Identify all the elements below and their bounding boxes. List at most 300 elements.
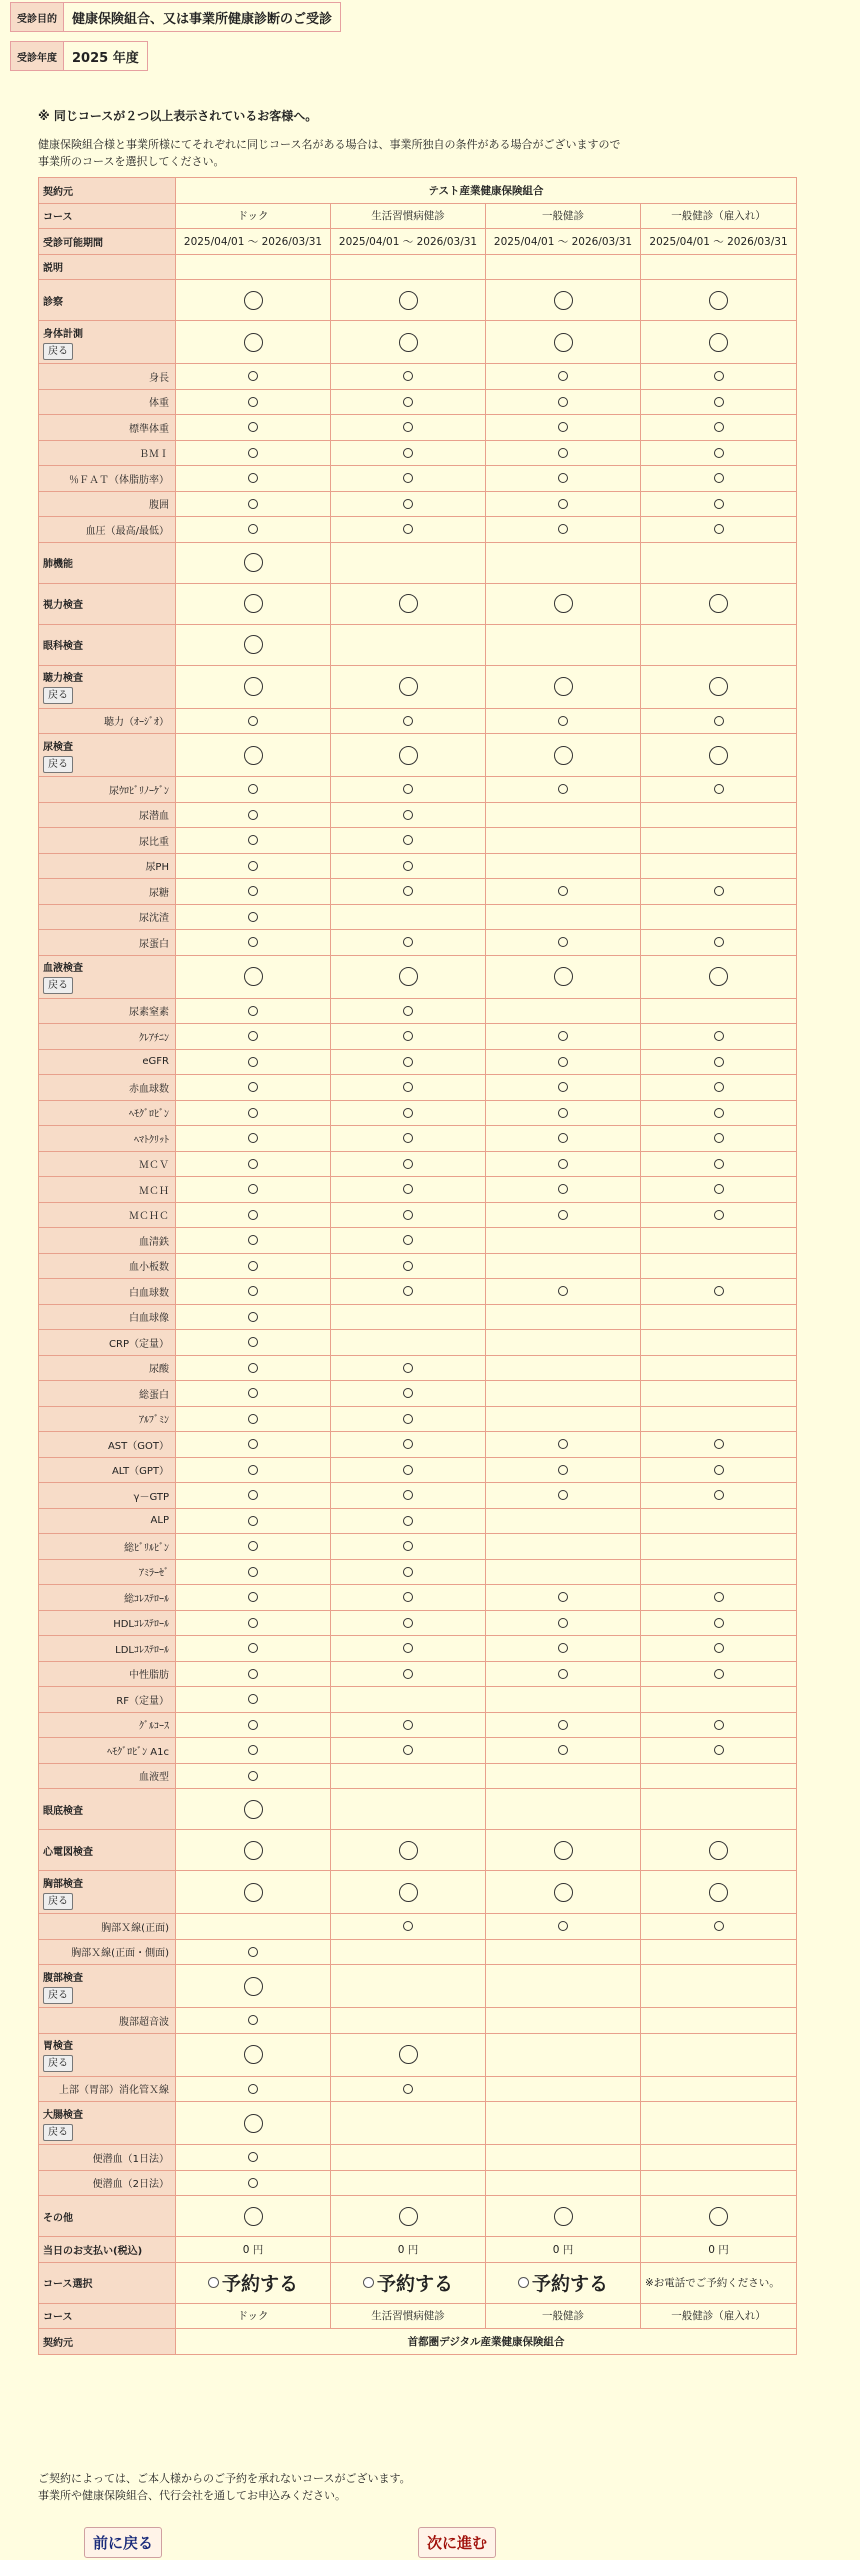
- exam-mark-cell: [176, 2076, 331, 2102]
- exam-label: 血清鉄: [139, 1236, 169, 1248]
- included-circle-icon: [244, 1883, 263, 1902]
- exam-item-row: [39, 1075, 797, 1101]
- exam-mark-cell: [486, 879, 641, 905]
- included-circle-icon: [248, 473, 258, 483]
- payment-value: 0 円: [641, 2237, 797, 2263]
- included-circle-icon: [403, 1388, 413, 1398]
- exam-mark-cell: [486, 280, 641, 321]
- included-circle-icon: [554, 594, 573, 613]
- exam-label: 総ﾋﾞﾘﾙﾋﾞﾝ: [124, 1542, 169, 1554]
- radio-icon[interactable]: [363, 2277, 374, 2288]
- exam-label-cell: [39, 1610, 176, 1636]
- exam-mark-cell: [641, 665, 797, 708]
- included-circle-icon: [248, 1337, 258, 1347]
- exam-label: 便潜血（1日法）: [92, 2153, 169, 2165]
- exam-mark-cell: [486, 665, 641, 708]
- exam-mark-cell: [486, 1830, 641, 1871]
- included-circle-icon: [558, 448, 568, 458]
- exam-mark-cell: [641, 1151, 797, 1177]
- included-circle-icon: [248, 1006, 258, 1016]
- exam-mark-cell: [486, 1939, 641, 1965]
- exam-mark-cell: [486, 2102, 641, 2145]
- included-circle-icon: [714, 1618, 724, 1628]
- exam-item-row: [39, 1585, 797, 1611]
- exam-mark-cell: [486, 2170, 641, 2196]
- exam-mark-cell: [486, 1871, 641, 1914]
- exam-mark-cell: [641, 1126, 797, 1152]
- back-button[interactable]: 戻る: [43, 343, 73, 360]
- exam-mark-cell: [641, 1100, 797, 1126]
- reserve-label: 予約する: [376, 2273, 453, 2295]
- exam-mark-cell: [641, 879, 797, 905]
- exam-group-row: [39, 280, 797, 321]
- included-circle-icon: [248, 1031, 258, 1041]
- exam-mark-cell: [176, 1024, 331, 1050]
- radio-icon[interactable]: [518, 2277, 529, 2288]
- exam-label-cell: [39, 1661, 176, 1687]
- select-cell: [486, 2262, 641, 2303]
- exam-label: 標準体重: [129, 423, 169, 435]
- included-circle-icon: [403, 1643, 413, 1653]
- exam-mark-cell: [641, 708, 797, 734]
- included-circle-icon: [248, 1159, 258, 1169]
- radio-icon[interactable]: [208, 2277, 219, 2288]
- included-circle-icon: [248, 937, 258, 947]
- included-circle-icon: [403, 1490, 413, 1500]
- included-circle-icon: [554, 677, 573, 696]
- exam-mark-cell: [641, 2145, 797, 2171]
- exam-label: HDLｺﾚｽﾃﾛｰﾙ: [113, 1619, 169, 1631]
- payment-value: 0 円: [176, 2237, 331, 2263]
- exam-label: RF（定量）: [116, 1695, 169, 1707]
- exam-mark-cell: [486, 1406, 641, 1432]
- exam-label: 総蛋白: [139, 1389, 169, 1401]
- exam-mark-cell: [641, 828, 797, 854]
- exam-label: 眼科検査: [43, 641, 83, 652]
- included-circle-icon: [399, 1841, 418, 1860]
- exam-mark-cell: [176, 1483, 331, 1509]
- exam-label-cell: [39, 2008, 176, 2034]
- exam-label-cell: [39, 955, 176, 998]
- included-circle-icon: [558, 937, 568, 947]
- exam-mark-cell: [331, 1789, 486, 1830]
- exam-mark-cell: [641, 466, 797, 492]
- select-cell: [331, 2262, 486, 2303]
- exam-label: 腹囲: [149, 500, 169, 512]
- exam-item-row: [39, 708, 797, 734]
- included-circle-icon: [554, 333, 573, 352]
- exam-group-row: [39, 321, 797, 364]
- exam-mark-cell: [176, 1712, 331, 1738]
- exam-mark-cell: [176, 1126, 331, 1152]
- included-circle-icon: [403, 1006, 413, 1016]
- exam-label: 尿ｳﾛﾋﾞﾘﾉｰｹﾞﾝ: [109, 785, 169, 797]
- back-button[interactable]: 戻る: [43, 687, 73, 704]
- exam-mark-cell: [486, 1202, 641, 1228]
- description-row: [39, 254, 797, 280]
- exam-item-row: [39, 1330, 797, 1356]
- included-circle-icon: [403, 1669, 413, 1679]
- included-circle-icon: [248, 1108, 258, 1118]
- exam-mark-cell: [331, 1559, 486, 1585]
- included-circle-icon: [714, 397, 724, 407]
- exam-mark-cell: [176, 828, 331, 854]
- exam-item-row: [39, 415, 797, 441]
- exam-label: 上部（胃部）消化管Ｘ線: [59, 2085, 169, 2097]
- back-button[interactable]: 戻る: [43, 1893, 73, 1910]
- exam-mark-cell: [486, 583, 641, 624]
- exam-label: eGFR: [142, 1056, 169, 1068]
- exam-label-cell: [39, 1432, 176, 1458]
- exam-label: γ－GTP: [133, 1491, 169, 1503]
- included-circle-icon: [558, 1184, 568, 1194]
- notice-line: 健康保険組合様と事業所様にてそれぞれに同じコース名がある場合は、事業所独自の条件がある場合がございますので: [38, 138, 621, 151]
- exam-item-row: [39, 1610, 797, 1636]
- exam-mark-cell: [176, 1355, 331, 1381]
- exam-label: 尿酸: [149, 1364, 169, 1376]
- included-circle-icon: [558, 716, 568, 726]
- exam-mark-cell: [486, 542, 641, 583]
- footer-note: [38, 2470, 411, 2504]
- exam-mark-cell: [331, 1049, 486, 1075]
- exam-item-row: [39, 1712, 797, 1738]
- exam-group-row: [39, 542, 797, 583]
- exam-item-row: [39, 1151, 797, 1177]
- included-circle-icon: [248, 1947, 258, 1957]
- description-cell: [486, 254, 641, 280]
- included-circle-icon: [558, 1108, 568, 1118]
- select-cell: [176, 2262, 331, 2303]
- year-label: 受診年度: [11, 42, 64, 70]
- included-circle-icon: [714, 1133, 724, 1143]
- included-circle-icon: [714, 499, 724, 509]
- included-circle-icon: [403, 1921, 413, 1931]
- description-cell: [331, 254, 486, 280]
- included-circle-icon: [714, 1057, 724, 1067]
- included-circle-icon: [403, 422, 413, 432]
- exam-mark-cell: [641, 955, 797, 998]
- exam-mark-cell: [641, 1830, 797, 1871]
- exam-label: 胸部検査: [43, 1878, 83, 1890]
- included-circle-icon: [399, 2207, 418, 2226]
- back-button[interactable]: 戻る: [43, 2124, 73, 2141]
- exam-mark-cell: [641, 1253, 797, 1279]
- exam-mark-cell: [331, 1483, 486, 1509]
- exam-mark-cell: [176, 624, 331, 665]
- exam-label-cell: [39, 2076, 176, 2102]
- exam-mark-cell: [641, 517, 797, 543]
- exam-mark-cell: [176, 879, 331, 905]
- exam-mark-cell: [486, 828, 641, 854]
- exam-mark-cell: [486, 904, 641, 930]
- exam-label: 尿沈渣: [139, 913, 169, 925]
- exam-label-cell: [39, 440, 176, 466]
- exam-mark-cell: [641, 853, 797, 879]
- exam-label-cell: [39, 1049, 176, 1075]
- exam-label-cell: [39, 415, 176, 441]
- included-circle-icon: [248, 1541, 258, 1551]
- included-circle-icon: [403, 716, 413, 726]
- exam-label-cell: [39, 2196, 176, 2237]
- included-circle-icon: [403, 1133, 413, 1143]
- back-button[interactable]: 戻る: [43, 2055, 73, 2072]
- back-button[interactable]: 戻る: [43, 977, 73, 994]
- exam-label-cell: [39, 1483, 176, 1509]
- exam-label: ﾍﾓｸﾞﾛﾋﾞﾝ: [129, 1109, 169, 1121]
- exam-mark-cell: [486, 1126, 641, 1152]
- exam-label: 大腸検査: [43, 2109, 83, 2121]
- notice-title: ※ 同じコースが２つ以上表示されているお客様へ。: [38, 109, 318, 123]
- exam-mark-cell: [331, 955, 486, 998]
- included-circle-icon: [558, 1286, 568, 1296]
- exam-item-row: [39, 466, 797, 492]
- exam-mark-cell: [641, 998, 797, 1024]
- exam-mark-cell: [641, 1687, 797, 1713]
- included-circle-icon: [403, 371, 413, 381]
- included-circle-icon: [403, 1618, 413, 1628]
- included-circle-icon: [709, 1883, 728, 1902]
- exam-label: 心電図検査: [43, 1846, 93, 1858]
- exam-label: 聴力検査: [43, 673, 83, 684]
- exam-mark-cell: [486, 1024, 641, 1050]
- exam-item-row: [39, 1738, 797, 1764]
- exam-label: 視力検査: [43, 600, 83, 611]
- back-button[interactable]: 戻る: [43, 756, 73, 773]
- exam-mark-cell: [486, 998, 641, 1024]
- course-name: 生活習慣病健診: [331, 2303, 486, 2329]
- exam-label-cell: [39, 1559, 176, 1585]
- included-circle-icon: [403, 448, 413, 458]
- included-circle-icon: [248, 2152, 258, 2162]
- included-circle-icon: [244, 746, 263, 765]
- included-circle-icon: [403, 1235, 413, 1245]
- exam-mark-cell: [331, 734, 486, 777]
- exam-group-row: [39, 1871, 797, 1914]
- included-circle-icon: [558, 1592, 568, 1602]
- exam-label-cell: [39, 1330, 176, 1356]
- reserve-option-lifestyle[interactable]: [363, 2269, 453, 2296]
- exam-item-row: [39, 1559, 797, 1585]
- exam-mark-cell: [331, 1126, 486, 1152]
- exam-mark-cell: [331, 1228, 486, 1254]
- exam-label: 中性脂肪: [129, 1670, 169, 1682]
- exam-mark-cell: [331, 2145, 486, 2171]
- included-circle-icon: [244, 2114, 263, 2133]
- exam-label-cell: [39, 1304, 176, 1330]
- exam-mark-cell: [176, 1330, 331, 1356]
- exam-mark-cell: [331, 1939, 486, 1965]
- exam-mark-cell: [641, 1457, 797, 1483]
- exam-mark-cell: [176, 1559, 331, 1585]
- exam-mark-cell: [641, 1789, 797, 1830]
- included-circle-icon: [554, 2207, 573, 2226]
- exam-label-cell: [39, 1381, 176, 1407]
- exam-mark-cell: [486, 1965, 641, 2008]
- exam-item-row: [39, 904, 797, 930]
- exam-mark-cell: [176, 1871, 331, 1914]
- exam-mark-cell: [641, 1330, 797, 1356]
- exam-label-cell: [39, 2033, 176, 2076]
- back-button[interactable]: 戻る: [43, 1987, 73, 2004]
- exam-mark-cell: [176, 1075, 331, 1101]
- exam-mark-cell: [486, 1763, 641, 1789]
- exam-label: 腹部超音波: [119, 2016, 169, 2028]
- exam-mark-cell: [331, 1355, 486, 1381]
- exam-label: 血小板数: [129, 1262, 169, 1274]
- exam-item-row: [39, 777, 797, 803]
- included-circle-icon: [248, 524, 258, 534]
- included-circle-icon: [558, 886, 568, 896]
- included-circle-icon: [558, 1031, 568, 1041]
- included-circle-icon: [399, 2045, 418, 2064]
- reserve-option-general[interactable]: [518, 2269, 608, 2296]
- exam-label: ＭＣＨ: [139, 1185, 169, 1197]
- exam-mark-cell: [641, 491, 797, 517]
- period-row: [39, 229, 797, 255]
- contractor-row-bottom: [39, 2329, 797, 2355]
- exam-label: ALP: [150, 1515, 169, 1527]
- exam-mark-cell: [176, 802, 331, 828]
- exam-mark-cell: [641, 904, 797, 930]
- course-name: 生活習慣病健診: [331, 203, 486, 229]
- included-circle-icon: [714, 1745, 724, 1755]
- included-circle-icon: [244, 635, 263, 654]
- exam-item-row: [39, 2076, 797, 2102]
- exam-item-row: [39, 1100, 797, 1126]
- exam-mark-cell: [641, 1024, 797, 1050]
- exam-label-cell: [39, 466, 176, 492]
- exam-label-cell: [39, 708, 176, 734]
- exam-label: 血圧（最高/最低）: [85, 525, 169, 537]
- exam-mark-cell: [641, 2033, 797, 2076]
- exam-label-cell: [39, 1738, 176, 1764]
- exam-mark-cell: [176, 853, 331, 879]
- exam-label-cell: [39, 280, 176, 321]
- included-circle-icon: [558, 499, 568, 509]
- exam-label-cell: [39, 1202, 176, 1228]
- included-circle-icon: [709, 746, 728, 765]
- exam-mark-cell: [641, 415, 797, 441]
- included-circle-icon: [399, 1883, 418, 1902]
- exam-item-row: [39, 1024, 797, 1050]
- included-circle-icon: [558, 1133, 568, 1143]
- included-circle-icon: [403, 886, 413, 896]
- included-circle-icon: [558, 473, 568, 483]
- exam-mark-cell: [176, 2102, 331, 2145]
- exam-item-row: [39, 491, 797, 517]
- exam-mark-cell: [486, 1355, 641, 1381]
- exam-mark-cell: [331, 853, 486, 879]
- exam-label: 身体計測: [43, 328, 83, 340]
- included-circle-icon: [709, 2207, 728, 2226]
- exam-mark-cell: [331, 440, 486, 466]
- description-cell: [176, 254, 331, 280]
- exam-mark-cell: [331, 2102, 486, 2145]
- exam-group-row: [39, 1830, 797, 1871]
- included-circle-icon: [248, 2178, 258, 2188]
- payment-label: 当日のお支払い(税込): [39, 2237, 176, 2263]
- exam-mark-cell: [486, 1687, 641, 1713]
- purpose-value: 健康保険組合、又は事業所健康診断のご受診: [64, 3, 340, 31]
- exam-mark-cell: [641, 1508, 797, 1534]
- included-circle-icon: [554, 746, 573, 765]
- included-circle-icon: [248, 2015, 258, 2025]
- included-circle-icon: [558, 1618, 568, 1628]
- exam-mark-cell: [486, 1253, 641, 1279]
- included-circle-icon: [403, 937, 413, 947]
- included-circle-icon: [248, 1592, 258, 1602]
- exam-label-cell: [39, 1457, 176, 1483]
- exam-mark-cell: [331, 1763, 486, 1789]
- included-circle-icon: [248, 1414, 258, 1424]
- included-circle-icon: [558, 397, 568, 407]
- exam-label: 血液型: [139, 1772, 169, 1784]
- exam-mark-cell: [486, 2196, 641, 2237]
- exam-mark-cell: [641, 1075, 797, 1101]
- exam-label-cell: [39, 1965, 176, 2008]
- included-circle-icon: [248, 1210, 258, 1220]
- exam-mark-cell: [331, 1406, 486, 1432]
- exam-label: 尿PH: [145, 862, 169, 874]
- exam-label: 腹部検査: [43, 1972, 83, 1984]
- exam-mark-cell: [641, 1406, 797, 1432]
- included-circle-icon: [399, 746, 418, 765]
- exam-mark-cell: [486, 1049, 641, 1075]
- payment-row: [39, 2237, 797, 2263]
- exam-mark-cell: [331, 2076, 486, 2102]
- prev-button[interactable]: 前に戻る: [84, 2527, 162, 2558]
- exam-mark-cell: [641, 1939, 797, 1965]
- exam-mark-cell: [486, 853, 641, 879]
- exam-label-cell: [39, 802, 176, 828]
- exam-mark-cell: [176, 2145, 331, 2171]
- exam-label: 聴力（ｵｰｼﾞｵ）: [104, 717, 169, 729]
- exam-label: 白血球数: [129, 1287, 169, 1299]
- included-circle-icon: [399, 677, 418, 696]
- exam-mark-cell: [641, 1177, 797, 1203]
- included-circle-icon: [403, 499, 413, 509]
- included-circle-icon: [558, 1490, 568, 1500]
- reserve-option-dock[interactable]: [208, 2269, 298, 2296]
- exam-mark-cell: [331, 2170, 486, 2196]
- included-circle-icon: [714, 1210, 724, 1220]
- included-circle-icon: [403, 1286, 413, 1296]
- included-circle-icon: [558, 1082, 568, 1092]
- exam-label-cell: [39, 665, 176, 708]
- included-circle-icon: [558, 1465, 568, 1475]
- exam-mark-cell: [641, 1049, 797, 1075]
- exam-group-row: [39, 2196, 797, 2237]
- exam-label: CRP（定量）: [109, 1338, 169, 1350]
- exam-mark-cell: [176, 1738, 331, 1764]
- exam-mark-cell: [641, 2008, 797, 2034]
- exam-mark-cell: [331, 466, 486, 492]
- included-circle-icon: [248, 1388, 258, 1398]
- exam-group-row: [39, 1965, 797, 2008]
- included-circle-icon: [248, 835, 258, 845]
- exam-mark-cell: [486, 624, 641, 665]
- exam-item-row: [39, 1457, 797, 1483]
- footer-line: ご契約によっては、ご本人様からのご予約を承れないコースがございます。: [38, 2472, 411, 2485]
- included-circle-icon: [709, 333, 728, 352]
- exam-label: 体重: [149, 398, 169, 410]
- exam-label: ｱﾐﾗｰｾﾞ: [139, 1568, 169, 1580]
- included-circle-icon: [248, 716, 258, 726]
- exam-mark-cell: [331, 1432, 486, 1458]
- exam-mark-cell: [486, 734, 641, 777]
- next-button[interactable]: 次に進む: [418, 2527, 496, 2558]
- included-circle-icon: [248, 499, 258, 509]
